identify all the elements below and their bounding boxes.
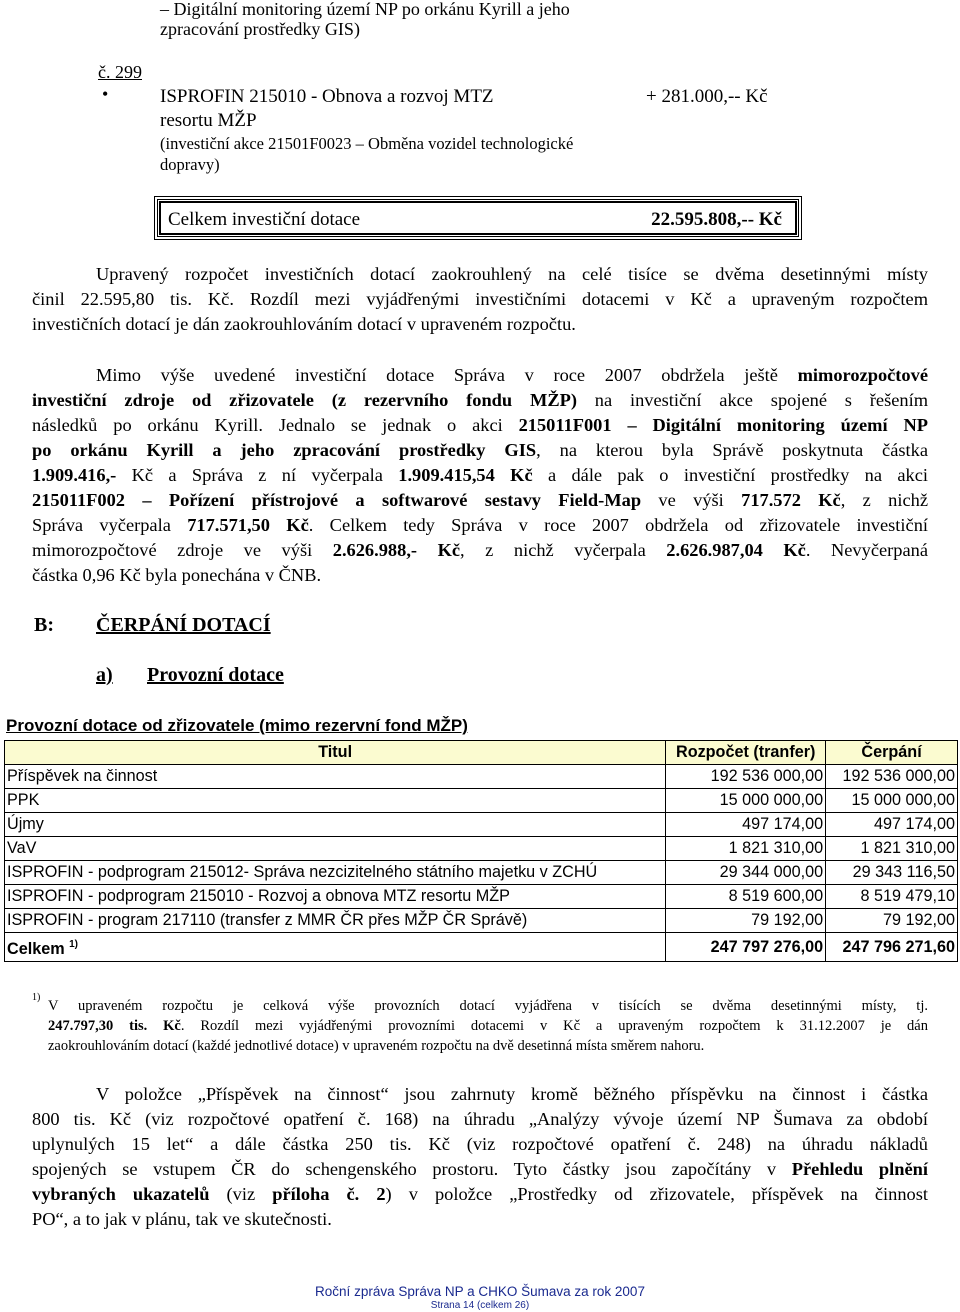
header-rozpocet: Rozpočet (tranfer) xyxy=(666,741,826,765)
text-run-bold: Přehledu plnění xyxy=(791,1159,928,1179)
isprofin-amount: + 281.000,-- Kč xyxy=(646,86,768,107)
total-rozpocet: 247 797 276,00 xyxy=(666,933,826,962)
footnote-ref: 1) xyxy=(69,939,78,950)
paragraph-line: částka 0,96 Kč byla ponechána v ČNB. xyxy=(32,565,322,585)
paragraph-extra-budget xyxy=(32,363,928,588)
text-run: Mimo výše uvedené investiční dotace Správa v roce 2007 obdržela ještě xyxy=(96,365,798,385)
total-investment-value: 22.595.808,-- Kč xyxy=(651,209,782,230)
text-run: Kč a Správa z ní vyčerpala xyxy=(116,465,399,485)
cell-titul: Újmy xyxy=(5,813,666,837)
total-cerpani: 247 796 271,60 xyxy=(826,933,958,962)
footnote-text xyxy=(48,996,928,1056)
text-run: následků po orkánu Kyrill. Jednalo se jednak o akci xyxy=(32,415,519,435)
section-b-title: ČERPÁNÍ DOTACÍ xyxy=(96,614,271,636)
cell-rozpocet: 29 344 000,00 xyxy=(666,861,826,885)
table-total-row xyxy=(5,933,958,962)
text-run-bold: 1.909.415,54 Kč xyxy=(398,465,533,485)
paragraph-line xyxy=(32,538,928,563)
paragraph-line xyxy=(32,363,928,388)
item-continued-line-2: zpracování prostředky GIS) xyxy=(160,19,360,39)
table-title: Provozní dotace od zřizovatele (mimo rezervní fond MŽP) xyxy=(6,716,468,735)
subsection-a-letter: a) xyxy=(96,664,113,686)
text-run-bold: 1.909.416,- xyxy=(32,465,117,485)
paragraph-line: PO“, a to jak v plánu, tak ve skutečnosti. xyxy=(32,1209,332,1229)
table-row xyxy=(5,813,958,837)
paragraph-line: uplynulých 15 let“ a dále částka 250 tis. Kč (viz rozpočtové opatření č. 248) na úhradu nákladů xyxy=(32,1134,928,1154)
paragraph-line xyxy=(32,1182,928,1207)
cell-cerpani: 192 536 000,00 xyxy=(826,765,958,789)
paragraph-line xyxy=(32,413,928,438)
paragraph-line: investičních dotací je dán zaokrouhlováním dotací v upraveném rozpočtu. xyxy=(32,314,576,334)
paragraph-line: Upravený rozpočet investičních dotací zaokrouhlený na celé tisíce se dvěma desetinnými místy xyxy=(96,264,928,284)
cell-titul: ISPROFIN - program 217110 (transfer z MMR ČR přes MŽP ČR Správě) xyxy=(5,909,666,933)
bullet-icon: • xyxy=(102,84,109,104)
cell-rozpocet: 8 519 600,00 xyxy=(666,885,826,909)
text-run: ) v položce „Prostředky od zřizovatele, příspěvek na činnost xyxy=(385,1184,928,1204)
table-row xyxy=(5,765,958,789)
cell-rozpocet: 497 174,00 xyxy=(666,813,826,837)
text-run-bold: 247.797,30 tis. Kč xyxy=(48,1018,181,1034)
table-row xyxy=(5,909,958,933)
footnote-line xyxy=(48,1016,928,1036)
cell-cerpani: 497 174,00 xyxy=(826,813,958,837)
total-investment-box xyxy=(154,196,802,240)
text-run-bold: 717.571,50 Kč xyxy=(187,515,309,535)
subsection-a-title: Provozní dotace xyxy=(147,664,284,686)
paragraph-line: 800 tis. Kč (viz rozpočtové opatření č. 168) na úhradu „Analýzy vývoje území NP Šumava za období xyxy=(32,1109,928,1129)
cell-titul: ISPROFIN - podprogram 215012- Správa nezcizitelného státního majetku v ZCHÚ xyxy=(5,861,666,885)
section-b-letter: B: xyxy=(34,614,54,636)
paragraph-line: V položce „Příspěvek na činnost“ jsou zahrnuty kromě běžného příspěvku na činnost i částka xyxy=(96,1084,928,1104)
text-run: . Celkem tedy Správa v roce 2007 obdržela od zřizovatele investiční xyxy=(308,515,928,535)
cell-rozpocet: 192 536 000,00 xyxy=(666,765,826,789)
cell-titul: Příspěvek na činnost xyxy=(5,765,666,789)
text-run-bold: 2.626.987,04 Kč xyxy=(666,540,806,560)
text-run: mimorozpočtové zdroje ve výši xyxy=(32,540,333,560)
cell-titul: PPK xyxy=(5,789,666,813)
table-row xyxy=(5,837,958,861)
cell-cerpani: 8 519 479,10 xyxy=(826,885,958,909)
paragraph-line xyxy=(32,463,928,488)
text-run-bold: vybraných ukazatelů xyxy=(32,1184,210,1204)
paragraph-line xyxy=(32,438,928,463)
text-run: na investiční akce spojené s řešením xyxy=(576,390,929,410)
paragraph-line xyxy=(32,1157,928,1182)
cell-cerpani: 79 192,00 xyxy=(826,909,958,933)
text-run-bold: investiční zdroje od zřizovatele (z rezervního fondu MŽP) xyxy=(32,390,577,410)
text-run: , z nichž xyxy=(840,490,929,510)
header-cerpani: Čerpání xyxy=(826,741,958,765)
akce-line-2: dopravy) xyxy=(160,155,220,174)
text-run-bold: 2.626.988,- Kč xyxy=(332,540,461,560)
cell-rozpocet: 1 821 310,00 xyxy=(666,837,826,861)
cell-cerpani: 1 821 310,00 xyxy=(826,837,958,861)
footer-page-number: Strana 14 (celkem 26) xyxy=(430,1300,530,1311)
resort-line: resortu MŽP xyxy=(160,110,257,131)
operating-subsidy-table xyxy=(4,740,958,962)
text-run: . Nevyčerpaná xyxy=(805,540,928,560)
item-continued-line-1: – Digitální monitoring území NP po orkánu Kyrill a jeho xyxy=(160,0,570,19)
total-label: Celkem xyxy=(7,940,65,958)
text-run: (viz xyxy=(209,1184,273,1204)
footnote-line: V upraveném rozpočtu je celková výše provozních dotací vyjádřena v tisících se dvěma desetinnými místy, tj. xyxy=(48,998,928,1014)
text-run: Správa vyčerpala xyxy=(32,515,188,535)
cell-cerpani: 29 343 116,50 xyxy=(826,861,958,885)
text-run: . Rozdíl mezi vyjádřenými provozními dotacemi v Kč a upraveným rozpočtem k 31.12.2007 je dán xyxy=(180,1018,928,1034)
table-row xyxy=(5,861,958,885)
paragraph-line xyxy=(32,388,928,413)
footnote-mark: 1) xyxy=(32,992,41,1003)
total-label-cell xyxy=(5,933,666,962)
cell-rozpocet: 15 000 000,00 xyxy=(666,789,826,813)
cell-cerpani: 15 000 000,00 xyxy=(826,789,958,813)
paragraph-line xyxy=(32,513,928,538)
table-header-row xyxy=(5,741,958,765)
total-investment-label: Celkem investiční dotace xyxy=(168,209,361,230)
header-titul: Titul xyxy=(5,741,666,765)
footnote-line: zaokrouhlováním dotací (každé jednotlivé dotace) v upraveném rozpočtu na dvě desetinná místa směrem nahoru. xyxy=(48,1038,705,1054)
text-run: ve výši xyxy=(641,490,742,510)
paragraph-rounding xyxy=(32,262,928,337)
text-run: spojených se vstupem ČR do schengenského prostoru. Tyto částky jsou započítány v xyxy=(32,1159,792,1179)
paragraph-prispevek xyxy=(32,1082,928,1232)
text-run-bold: mimorozpočtové xyxy=(797,365,928,385)
table-row xyxy=(5,789,958,813)
cell-titul: ISPROFIN - podprogram 215010 - Rozvoj a obnova MTZ resortu MŽP xyxy=(5,885,666,909)
text-run: , na kterou byla Správě poskytnuta částka xyxy=(536,440,928,460)
cell-rozpocet: 79 192,00 xyxy=(666,909,826,933)
text-run: a dále pak o investiční prostředky na akci xyxy=(532,465,928,485)
text-run-bold: příloha č. 2 xyxy=(272,1184,386,1204)
text-run: , z nichž vyčerpala xyxy=(460,540,667,560)
paragraph-line xyxy=(32,488,928,513)
text-run-bold: 215011F001 – Digitální monitoring území NP xyxy=(518,415,928,435)
text-run-bold: 717.572 Kč xyxy=(741,490,841,510)
cell-titul: VaV xyxy=(5,837,666,861)
text-run-bold: po orkánu Kyrill a jeho zpracování prostředky GIS xyxy=(32,440,537,460)
paragraph-line: činil 22.595,80 tis. Kč. Rozdíl mezi vyjádřenými investičními dotacemi v Kč a upraveným rozpočtem xyxy=(32,289,928,309)
text-run-bold: 215011F002 – Pořízení přístrojové a softwarové sestavy Field-Map xyxy=(32,490,642,510)
item-number-label: č. 299 xyxy=(98,62,142,82)
footer-title: Roční zpráva Správa NP a CHKO Šumava za rok 2007 xyxy=(315,1284,645,1299)
table-row xyxy=(5,885,958,909)
isprofin-line: ISPROFIN 215010 - Obnova a rozvoj MTZ xyxy=(160,86,494,107)
akce-line-1: (investiční akce 21501F0023 – Obměna vozidel technologické xyxy=(160,134,574,153)
